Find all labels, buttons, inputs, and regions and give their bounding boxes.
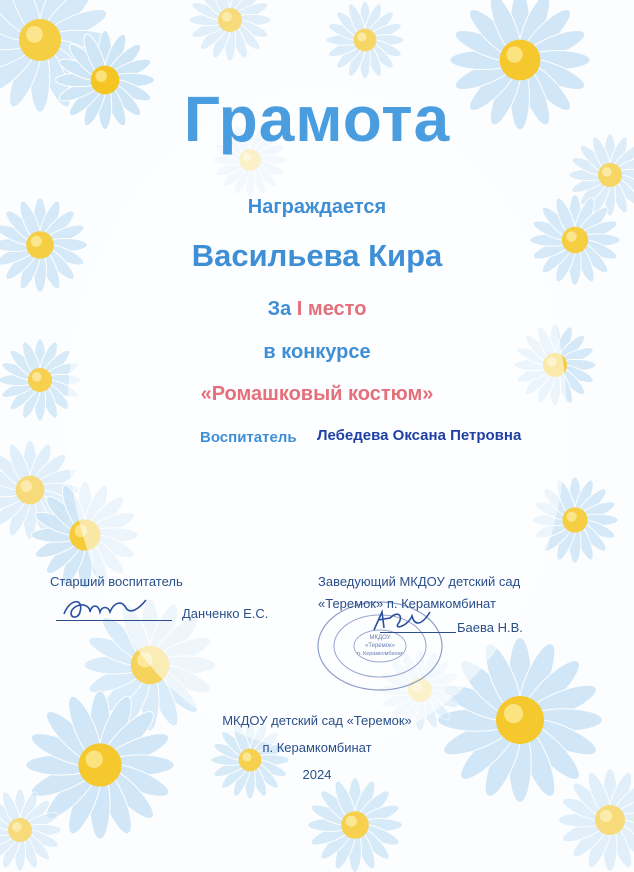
stamp-line-2: «Теремок» — [364, 643, 396, 649]
place-value: I место — [296, 298, 367, 320]
senior-educator-title: Старший воспитатель — [50, 574, 183, 589]
recipient-name: Васильева Кира — [191, 238, 443, 273]
educator-label: Воспитатель — [200, 429, 297, 446]
senior-educator-name: Данченко Е.С. — [182, 606, 269, 621]
daisy-flower — [189, 0, 271, 61]
daisy-flower — [559, 769, 634, 872]
stamp-line-1: МКДОУ — [369, 635, 391, 641]
contest-label: в конкурсе — [263, 341, 371, 363]
head-title-line-2: «Теремок» п. Керамкомбинат — [318, 596, 496, 611]
footer-place: п. Керамкомбинат — [262, 740, 372, 755]
head-title-line-1: Заведующий МКДОУ детский сад — [318, 574, 521, 589]
head-signature — [368, 606, 438, 636]
senior-signature — [60, 592, 150, 624]
footer-organization: МКДОУ детский сад «Теремок» — [222, 713, 412, 728]
place-prefix: За — [267, 298, 292, 320]
head-name: Баева Н.В. — [457, 620, 523, 635]
daisy-flower — [326, 1, 404, 79]
educator-name: Лебедева Оксана Петровна — [317, 427, 522, 444]
footer-year: 2024 — [302, 767, 332, 782]
contest-name: «Ромашковый костюм» — [200, 383, 434, 405]
certificate-title: Грамота — [183, 83, 451, 155]
stamp-line-3: п. Керамкомбинат — [356, 651, 404, 657]
awarded-label: Награждается — [247, 196, 387, 218]
daisy-flower — [308, 778, 403, 872]
place-line — [0, 298, 634, 321]
